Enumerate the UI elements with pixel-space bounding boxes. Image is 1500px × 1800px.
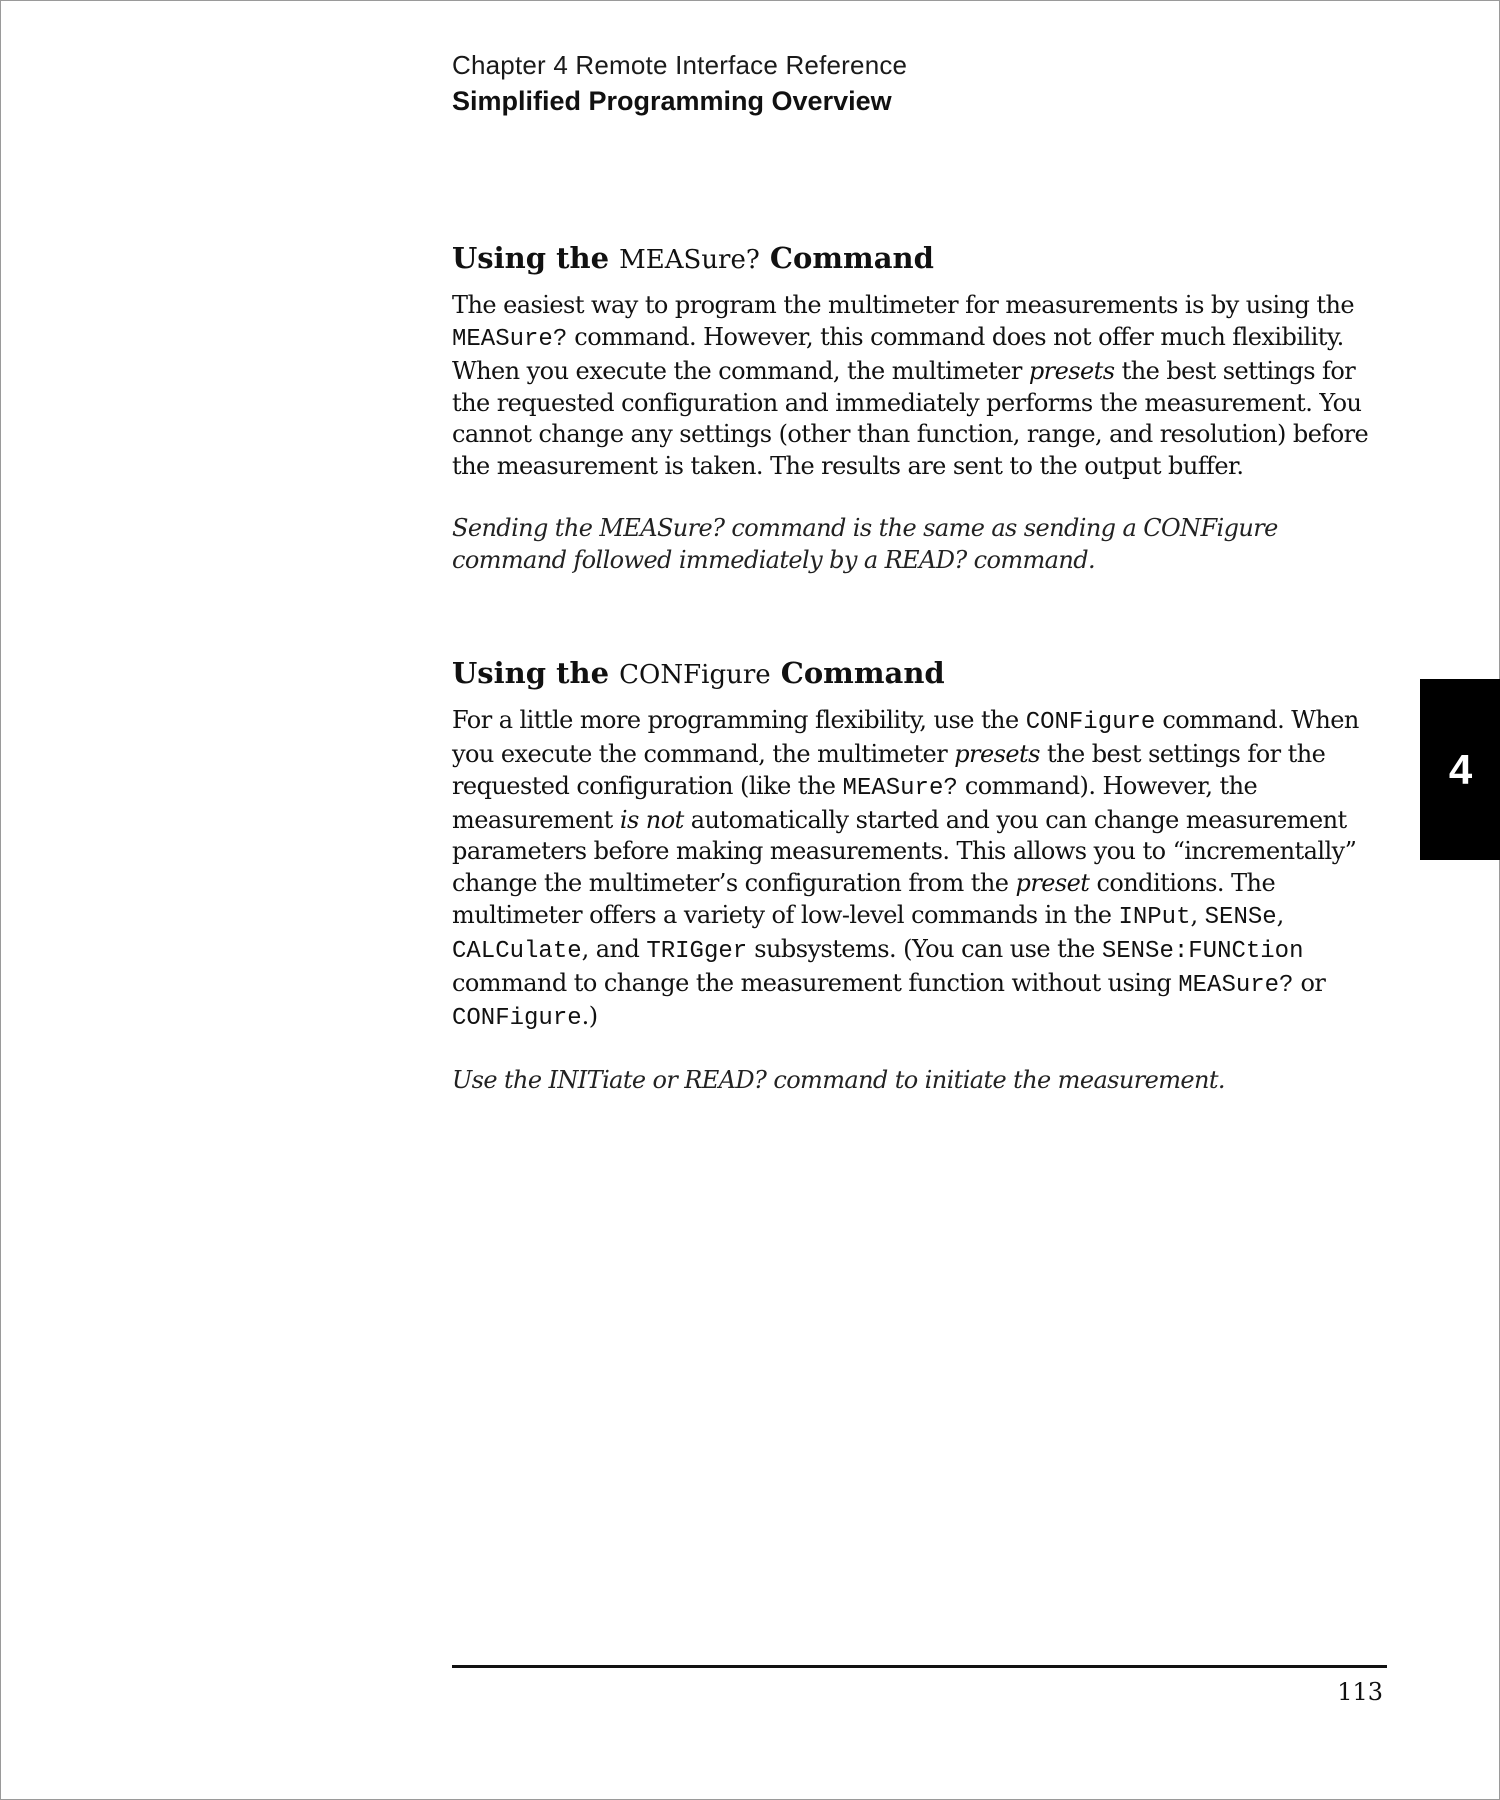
body-text: command. However, this command does not offer much flexibility. When you execute the command, the multimeter — [452, 322, 1344, 385]
heading-prefix: Using the — [452, 241, 620, 275]
body-text: conditions. The multimeter offers a variety of low-level commands in the — [452, 869, 1276, 929]
body-text: The easiest way to program the multimeter for measurements is by using the — [452, 291, 1355, 320]
chapter-tab — [1420, 679, 1500, 860]
configure-section-body — [452, 705, 1387, 1035]
emphasis-text: preset — [1015, 869, 1090, 898]
configure-section-note: Use the INITiate or READ? command to initiate the measurement. — [452, 1066, 1225, 1095]
inline-command: CALCulate — [452, 937, 582, 965]
inline-command: CONFigure — [1025, 709, 1156, 737]
section-header: Simplified Programming Overview — [452, 86, 892, 116]
footer-rule — [452, 1665, 1387, 1668]
emphasis-text: presets — [1028, 356, 1115, 385]
chapter-header: Chapter 4 Remote Interface Reference — [452, 50, 908, 80]
body-text: command. When you execute the command, the multimeter — [452, 706, 1359, 768]
body-text: the best settings for the requested configuration (like the — [452, 739, 1326, 800]
body-text: , — [1276, 900, 1284, 929]
heading-command: CONFigure — [619, 660, 771, 690]
heading-command: MEASure? — [619, 245, 760, 275]
configure-command-section — [452, 656, 1387, 1097]
body-text: .) — [581, 1002, 598, 1031]
measure-section-note: Sending the MEASure? command is the same as sending a CONFigure command followed immediately by a READ? command. — [452, 513, 1278, 574]
body-text: the best settings for the requested configuration and immediately performs the measurement. You cannot change any settings (other than function, range, and resolution) before the measurement is taken. The results are sent to the output buffer. — [452, 356, 1369, 481]
emphasis-text: presets — [954, 739, 1040, 768]
inline-command: INPut — [1118, 903, 1191, 931]
emphasis-text: is not — [619, 805, 684, 834]
inline-command: MEASure? — [452, 325, 568, 353]
page-number: 113 — [1337, 1678, 1383, 1706]
inline-command: MEASure? — [1178, 971, 1294, 999]
body-text: command). However, the measurement — [452, 771, 1258, 834]
measure-command-section — [452, 241, 1387, 577]
heading-suffix: Command — [759, 241, 934, 275]
body-text: or — [1293, 968, 1326, 997]
measure-section-heading — [452, 241, 1387, 276]
body-text: , and — [581, 934, 647, 963]
body-text: command to change the measurement function without using — [452, 968, 1179, 997]
body-text: subsystems. (You can use the — [747, 934, 1102, 963]
measure-section-body — [452, 290, 1387, 483]
body-text: automatically started and you can change measurement parameters before making measurements. This allows you to “incrementally” change the multimeter’s configuration from the — [452, 805, 1357, 898]
inline-command: SENSe:FUNCtion — [1101, 937, 1304, 965]
heading-prefix: Using the — [452, 656, 620, 690]
body-text: For a little more programming flexibility, use the — [452, 706, 1026, 735]
inline-command: CONFigure — [452, 1005, 582, 1033]
inline-command: MEASure? — [842, 774, 958, 802]
heading-suffix: Command — [770, 656, 945, 690]
inline-command: SENSe — [1204, 903, 1277, 931]
inline-command: TRIGger — [646, 937, 748, 965]
chapter-tab-number: 4 — [1448, 745, 1473, 793]
body-text: , — [1190, 900, 1205, 929]
configure-section-heading — [452, 656, 1387, 691]
